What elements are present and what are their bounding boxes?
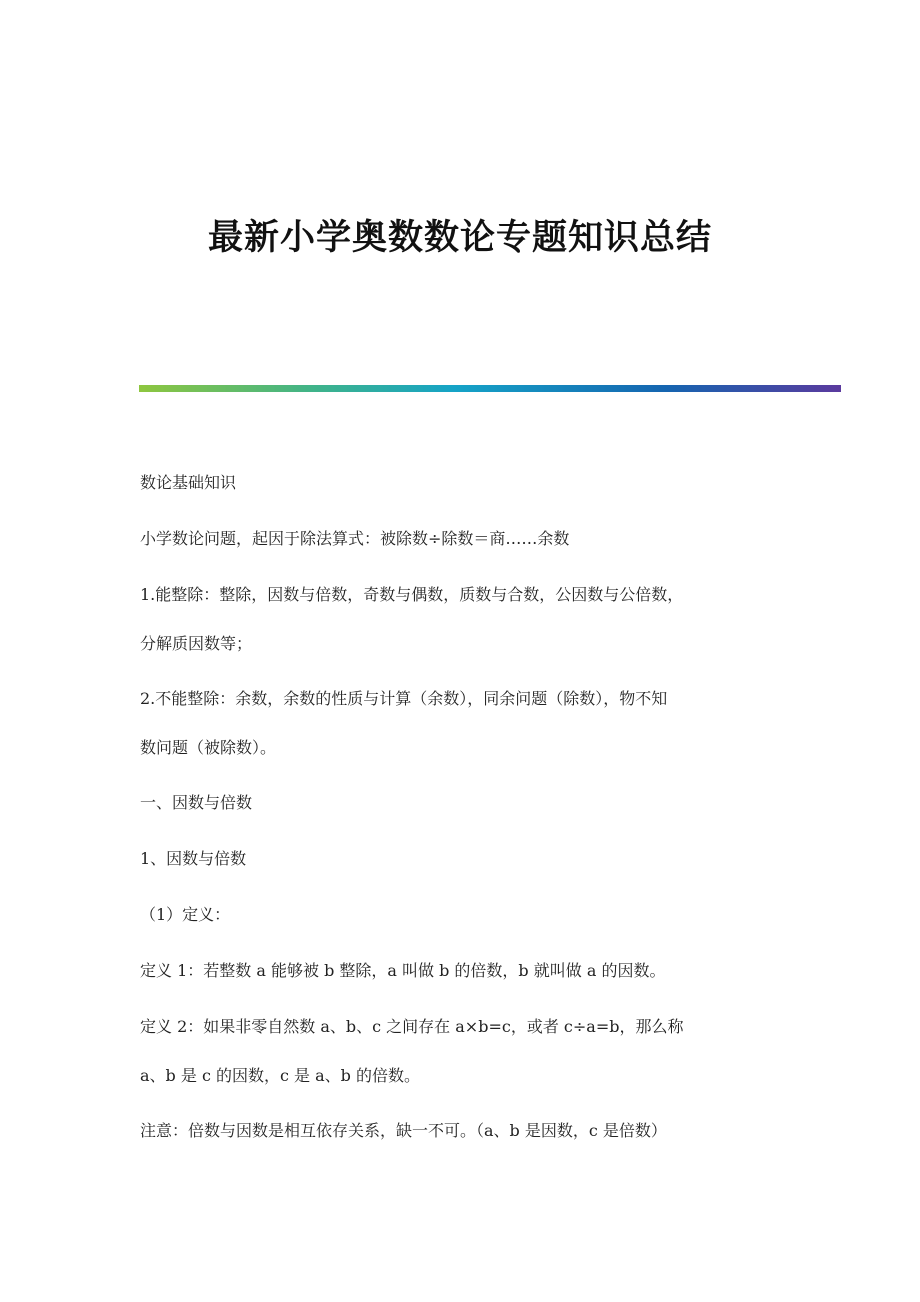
note-paragraph: 注意：倍数与因数是相互依存关系，缺一不可。（a、b 是因数，c 是倍数）	[140, 1121, 667, 1140]
paragraph-not-divisible-line2: 数问题（被除数）。	[140, 738, 277, 757]
definition-heading: （1）定义：	[140, 905, 231, 924]
paragraph-not-divisible-line1: 2.不能整除：余数，余数的性质与计算（余数），同余问题（除数），物不知	[140, 689, 668, 708]
section-heading-basics: 数论基础知识	[140, 473, 237, 492]
paragraph-divisible-line2: 分解质因数等；	[140, 634, 253, 653]
subsection-heading-factors-multiples: 1、因数与倍数	[140, 849, 247, 868]
definition-2-line2: a、b 是 c 的因数，c 是 a、b 的倍数。	[140, 1066, 421, 1085]
definition-2-line1: 定义 2：如果非零自然数 a、b、c 之间存在 a×b=c，或者 c÷a=b，那么称	[140, 1017, 684, 1036]
document-title: 最新小学奥数数论专题知识总结	[207, 218, 712, 258]
paragraph-divisible-line1: 1.能整除：整除，因数与倍数，奇数与偶数，质数与合数，公因数与公倍数，	[140, 585, 684, 604]
paragraph-intro: 小学数论问题，起因于除法算式：被除数÷除数＝商……余数	[140, 529, 570, 548]
section-heading-factors-multiples: 一、因数与倍数	[140, 793, 253, 812]
title-divider	[139, 385, 841, 392]
definition-1: 定义 1：若整数 a 能够被 b 整除，a 叫做 b 的倍数，b 就叫做 a 的因数。	[140, 961, 666, 980]
